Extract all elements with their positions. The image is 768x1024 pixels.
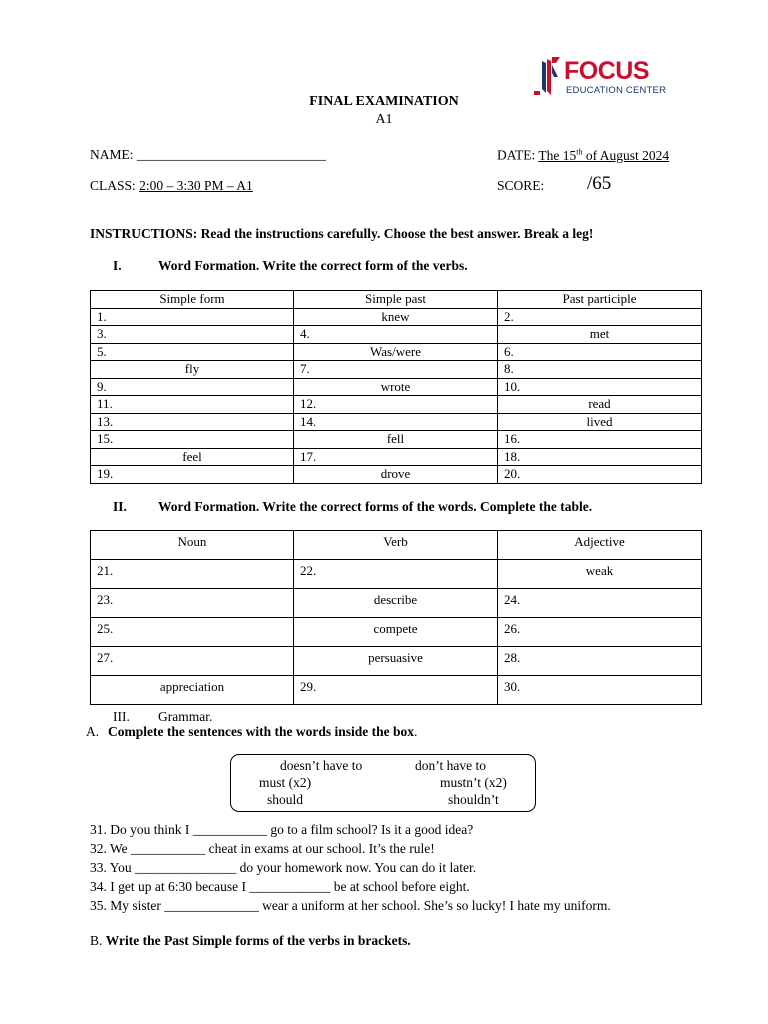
answer-cell[interactable]: 11.	[91, 396, 294, 414]
score-label: SCORE:	[497, 178, 545, 193]
answer-cell[interactable]: 19.	[91, 466, 294, 484]
table-row	[91, 676, 702, 705]
answer-cell[interactable]: 27.	[91, 647, 294, 676]
table-row	[91, 589, 702, 618]
section3-numeral: III.	[113, 709, 130, 724]
answer-cell[interactable]: 26.	[498, 618, 702, 647]
table-row	[91, 326, 702, 344]
verb-forms-table	[90, 290, 702, 484]
answer-cell[interactable]: 23.	[91, 589, 294, 618]
partA-period: .	[414, 724, 418, 739]
word-box	[230, 754, 536, 812]
given-cell: describe	[294, 589, 498, 618]
sentence-32: 32. We ___________ cheat in exams at our school. It’s the rule!	[90, 841, 435, 856]
answer-cell[interactable]: 2.	[498, 308, 702, 326]
given-cell: knew	[294, 308, 498, 326]
partA-heading-line	[108, 724, 417, 740]
table-row	[91, 396, 702, 414]
name-line	[90, 147, 326, 163]
answer-cell[interactable]: 15.	[91, 431, 294, 449]
answer-cell[interactable]: 14.	[294, 413, 498, 431]
sentence-33: 33. You _______________ do your homework now. You can do it later.	[90, 860, 477, 875]
given-cell: appreciation	[91, 676, 294, 705]
given-cell: read	[498, 396, 702, 414]
table-row	[91, 466, 702, 484]
box-word: should	[267, 792, 304, 807]
answer-cell[interactable]: 7.	[294, 361, 498, 379]
class-value: 2:00 – 3:30 PM – A1	[139, 178, 253, 193]
table-row	[91, 413, 702, 431]
table-header-row	[91, 291, 702, 309]
answer-cell[interactable]: 3.	[91, 326, 294, 344]
logo-tagline: EDUCATION CENTER	[566, 85, 667, 96]
given-cell: fly	[91, 361, 294, 379]
answer-cell[interactable]: 28.	[498, 647, 702, 676]
section3-heading: Grammar.	[158, 709, 213, 724]
box-word: don’t have to	[415, 758, 486, 773]
answer-cell[interactable]: 20.	[498, 466, 702, 484]
box-word: shouldn’t	[448, 792, 499, 807]
answer-cell[interactable]: 29.	[294, 676, 498, 705]
partB-heading: Write the Past Simple forms of the verbs in brackets.	[105, 933, 411, 948]
word-forms-table	[90, 530, 702, 705]
box-word: doesn’t have to	[280, 758, 363, 773]
logo-brand: FOCUS	[564, 57, 649, 85]
answer-cell[interactable]: 5.	[91, 343, 294, 361]
table-row	[91, 560, 702, 589]
given-cell: fell	[294, 431, 498, 449]
section1-numeral: I.	[113, 258, 122, 273]
answer-cell[interactable]: 4.	[294, 326, 498, 344]
given-cell: weak	[498, 560, 702, 589]
answer-cell[interactable]: 16.	[498, 431, 702, 449]
focus-logo-mark-icon	[532, 55, 564, 99]
column-header: Simple form	[91, 291, 294, 309]
given-cell: lived	[498, 413, 702, 431]
given-cell: wrote	[294, 378, 498, 396]
date-value: The 15th of August 2024	[538, 147, 670, 163]
partB-letter: B.	[90, 933, 103, 948]
answer-cell[interactable]: 22.	[294, 560, 498, 589]
partB-line	[90, 933, 411, 949]
focus-logo	[532, 55, 672, 99]
column-header: Adjective	[498, 531, 702, 560]
section2-numeral: II.	[113, 499, 127, 514]
answer-cell[interactable]: 1.	[91, 308, 294, 326]
given-cell: met	[498, 326, 702, 344]
partA-heading: Complete the sentences with the words inside the box	[108, 724, 414, 739]
name-label: NAME:	[90, 147, 134, 162]
score-value: /65	[587, 173, 612, 194]
class-line	[90, 178, 253, 194]
date-label: DATE:	[497, 147, 536, 163]
section2-heading: Word Formation. Write the correct forms of the words. Complete the table.	[158, 499, 593, 514]
given-cell: persuasive	[294, 647, 498, 676]
class-label: CLASS:	[90, 178, 136, 193]
table-row	[91, 448, 702, 466]
table-row	[91, 431, 702, 449]
column-header: Simple past	[294, 291, 498, 309]
table-header-row	[91, 531, 702, 560]
table-row	[91, 308, 702, 326]
column-header: Verb	[294, 531, 498, 560]
table-row	[91, 378, 702, 396]
answer-cell[interactable]: 9.	[91, 378, 294, 396]
instructions: INSTRUCTIONS: Read the instructions carefully. Choose the best answer. Break a leg!	[90, 226, 594, 241]
sentence-35: 35. My sister ______________ wear a uniform at her school. She’s so lucky! I hate my uniform.	[90, 898, 611, 913]
answer-cell[interactable]: 6.	[498, 343, 702, 361]
sentence-34: 34. I get up at 6:30 because I ____________ be at school before eight.	[90, 879, 470, 894]
answer-cell[interactable]: 24.	[498, 589, 702, 618]
given-cell: feel	[91, 448, 294, 466]
sentence-31: 31. Do you think I ___________ go to a film school? Is it a good idea?	[90, 822, 474, 837]
answer-cell[interactable]: 10.	[498, 378, 702, 396]
answer-cell[interactable]: 25.	[91, 618, 294, 647]
given-cell: drove	[294, 466, 498, 484]
name-blank: ____________________________	[136, 147, 326, 162]
column-header: Noun	[91, 531, 294, 560]
given-cell: Was/were	[294, 343, 498, 361]
date-line	[497, 147, 669, 164]
answer-cell[interactable]: 8.	[498, 361, 702, 379]
answer-cell[interactable]: 30.	[498, 676, 702, 705]
answer-cell[interactable]: 13.	[91, 413, 294, 431]
answer-cell[interactable]: 12.	[294, 396, 498, 414]
table-row	[91, 361, 702, 379]
table-row	[91, 343, 702, 361]
section1-heading: Word Formation. Write the correct form of the verbs.	[158, 258, 468, 273]
answer-cell[interactable]: 17.	[294, 448, 498, 466]
column-header: Past participle	[498, 291, 702, 309]
answer-cell[interactable]: 18.	[498, 448, 702, 466]
exam-title: FINAL EXAMINATION	[309, 94, 459, 109]
table-row	[91, 618, 702, 647]
box-word: must (x2)	[259, 775, 312, 790]
table-row	[91, 647, 702, 676]
answer-cell[interactable]: 21.	[91, 560, 294, 589]
box-word: mustn’t (x2)	[440, 775, 507, 790]
exam-level: A1	[375, 112, 393, 127]
partA-letter: A.	[86, 724, 100, 739]
given-cell: compete	[294, 618, 498, 647]
